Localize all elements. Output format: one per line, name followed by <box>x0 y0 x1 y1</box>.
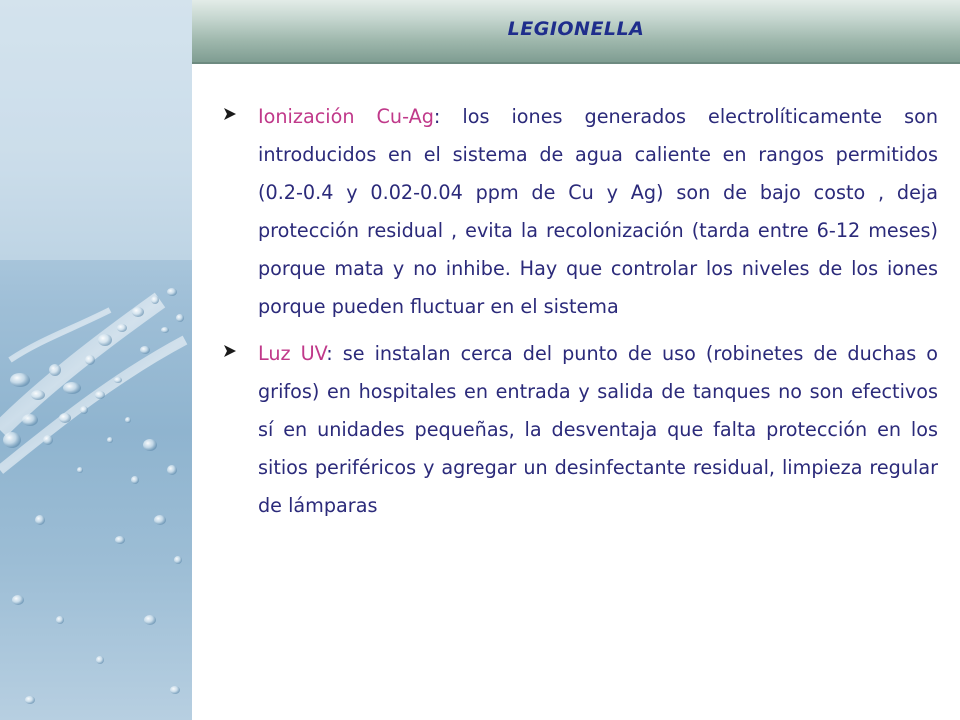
bullet-term: Ionización Cu-Ag <box>258 105 434 128</box>
bullet-text <box>258 98 938 326</box>
title-bar <box>192 0 960 64</box>
bullet-item-ionizacion <box>222 98 938 326</box>
slide-title: LEGIONELLA <box>507 18 645 40</box>
water-splash-image <box>0 0 192 720</box>
arrowhead-bullet-icon <box>222 106 238 122</box>
bullet-description: : se instalan cerca del punto de uso (robinetes de duchas o grifos) en hospitales en entrada y salida de tanques no son efectivos sí en unidades pequeñas, la desventaja que falta protección en los sitios periféricos y agregar un desinfectante residual, limpieza regular de lámparas <box>258 342 938 517</box>
water-splash-graphic <box>0 0 192 720</box>
content-area <box>222 98 938 534</box>
bullet-description: : los iones generados electrolíticamente son introducidos en el sistema de agua caliente en rangos permitidos (0.2-0.4 y 0.02-0.04 ppm de Cu y Ag) son de bajo costo , deja protección residual , evita la recolonización (tarda entre 6-12 meses) porque mata y no inhibe. Hay que controlar los niveles de los iones porque pueden fluctuar en el sistema <box>258 105 938 318</box>
bullet-term: Luz UV <box>258 342 327 365</box>
bullet-item-luz-uv <box>222 335 938 525</box>
arrowhead-bullet-icon <box>222 343 238 359</box>
bullet-text <box>258 335 938 525</box>
